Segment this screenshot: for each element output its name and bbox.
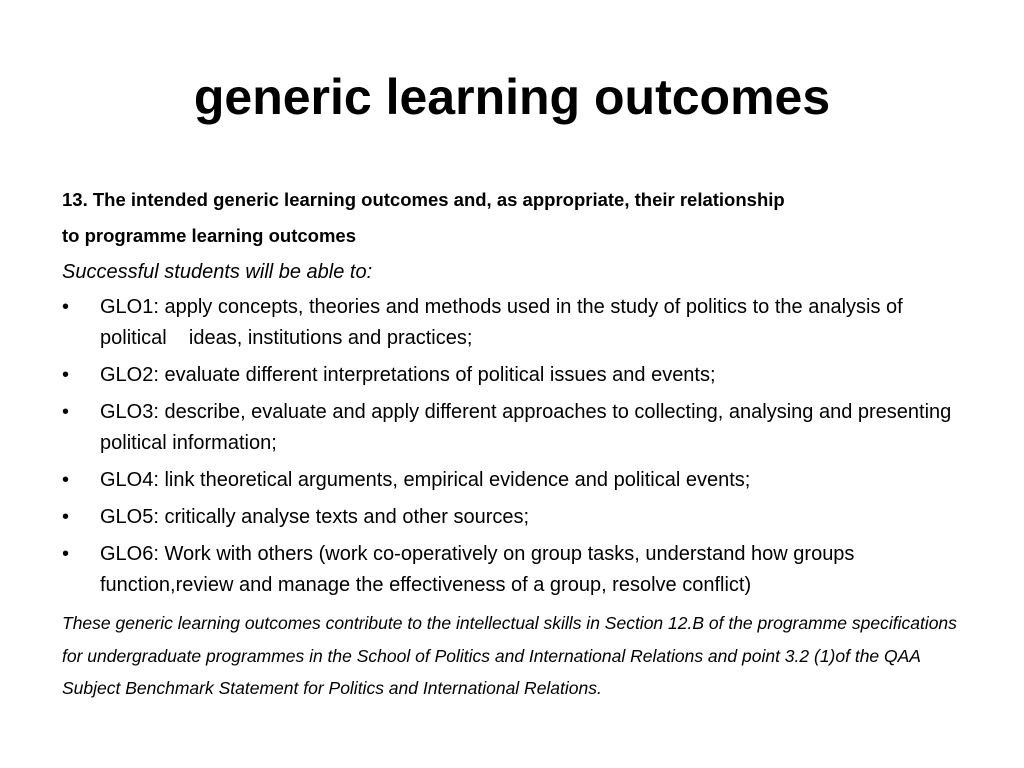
slide-body <box>62 182 972 705</box>
section-heading: 13. The intended generic learning outcomes and, as appropriate, their relationship to programme learning outcomes <box>62 189 785 246</box>
outcome-text: GLO5: critically analyse texts and other sources; <box>100 506 530 528</box>
bullet-icon: • <box>62 543 70 565</box>
outcome-text: GLO3: describe, evaluate and apply different approaches to collecting, analysing and presenting political information; <box>100 401 963 454</box>
intro-text: Successful students will be able to: <box>62 261 373 283</box>
outcome-text: GLO2: evaluate different interpretations of political issues and events; <box>100 364 716 386</box>
list-item <box>62 465 972 496</box>
list-item <box>62 292 972 354</box>
list-item <box>62 502 972 533</box>
bullet-icon: • <box>62 364 70 386</box>
outcome-text: GLO4: link theoretical arguments, empirical evidence and political events; <box>100 469 751 491</box>
bullet-icon: • <box>62 469 70 491</box>
outcome-text: GLO1: apply concepts, theories and methods used in the study of politics to the analysis of political ideas, institutions and practices; <box>100 296 909 349</box>
outcomes-list <box>62 292 972 601</box>
bullet-icon: • <box>62 401 70 423</box>
list-item <box>62 360 972 391</box>
list-item <box>62 539 972 601</box>
slide-title: generic learning outcomes <box>193 69 831 125</box>
footnote-text: These generic learning outcomes contribute to the intellectual skills in Section 12.B of the programme specifications for undergraduate programmes in the School of Politics and International Relations and point 3.2 (1)of the QAA Subject Benchmark Statement for Politics and International Relations. <box>62 613 957 698</box>
outcome-text: GLO6: Work with others (work co-operatively on group tasks, understand how groups function,review and manage the effectiveness of a group, resolve conflict) <box>100 543 855 596</box>
list-item <box>62 397 972 459</box>
bullet-icon: • <box>62 506 70 528</box>
bullet-icon: • <box>62 296 70 318</box>
